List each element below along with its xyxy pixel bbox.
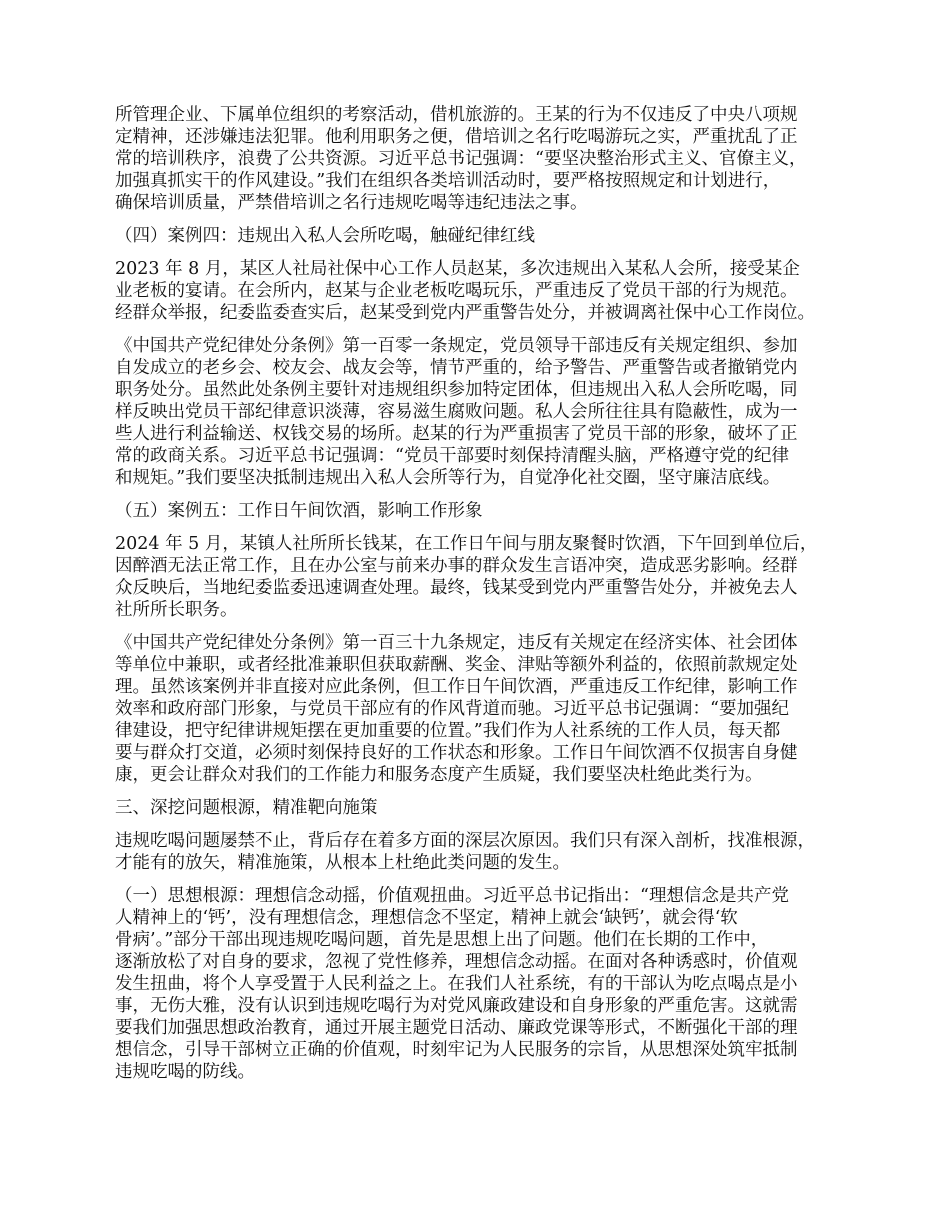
text-line: 2023 年 8 月，某区人社局社保中心工作人员赵某，多次违规出入某私人会所，接受某企 — [115, 259, 800, 279]
text-line: 才能有的放矢，精准施策，从根本上杜绝此类问题的发生。 — [115, 853, 570, 873]
text-line: 康，更会让群众对我们的工作能力和服务态度产生质疑，我们要坚决杜绝此类行为。 — [115, 765, 763, 785]
text-line: 人精神上的‘钙’，没有理想信念，理想信念不坚定，精神上就会‘缺钙’，就会得‘软 — [115, 908, 738, 928]
text-line: 常的政商关系。习近平总书记强调：“党员干部要时刻保持清醒头脑，严格遵守党的纪律 — [115, 446, 789, 466]
text-line: 经群众举报，纪委监委查实后，赵某受到党内严重警告处分，并被调离社保中心工作岗位。 — [115, 303, 815, 323]
text-line: 些人进行利益输送、权钱交易的场所。赵某的行为严重损害了党员干部的形象，破坏了正 — [115, 424, 798, 444]
document-page — [115, 104, 840, 1094]
text-line: 样反映出党员干部纪律意识淡薄，容易滋生腐败问题。私人会所往往具有隐蔽性，成为一 — [115, 402, 798, 422]
text-line: 事，无伤大雅，没有认识到违规吃喝行为对党风廉政建设和自身形象的严重危害。这就需 — [115, 996, 798, 1016]
body-paragraph — [115, 885, 840, 1083]
body-paragraph — [115, 830, 840, 874]
text-line: 等单位中兼职，或者经批准兼职但获取薪酬、奖金、津贴等额外利益的，依照前款规定处 — [115, 655, 798, 675]
text-line: 职务处分。虽然此处条例主要针对违规组织参加特定团体，但违规出入私人会所吃喝，同 — [115, 380, 798, 400]
text-line: 2024 年 5 月，某镇人社所所长钱某，在工作日午间与朋友聚餐时饮酒，下午回到单位后， — [115, 534, 818, 554]
text-line: 《中国共产党纪律处分条例》第一百三十九条规定，违反有关规定在经济实体、社会团体 — [115, 633, 798, 653]
section-heading — [115, 500, 840, 522]
text-line: （五）案例五：工作日午间饮酒，影响工作形象 — [115, 501, 483, 521]
text-line: 想信念，引导干部树立正确的价值观，时刻牢记为人民服务的宗旨，从思想深处筑牢抵制 — [115, 1040, 798, 1060]
text-line: 众反映后，当地纪委监委迅速调查处理。最终，钱某受到党内严重警告处分，并被免去人 — [115, 578, 798, 598]
text-line: 和规矩。”我们要坚决抵制违规出入私人会所等行为，自觉净化社交圈，坚守廉洁底线。 — [115, 468, 781, 488]
body-paragraph — [115, 335, 840, 489]
text-line: 骨病’。”部分干部出现违规吃喝问题，首先是思想上出了问题。他们在长期的工作中， — [115, 930, 769, 950]
text-line: 常的培训秩序，浪费了公共资源。习近平总书记强调：“要坚决整治形式主义、官僚主义， — [115, 149, 807, 169]
text-line: （四）案例四：违规出入私人会所吃喝，触碰纪律红线 — [115, 226, 535, 246]
text-line: 要与群众打交道，必须时刻保持良好的工作状态和形象。工作日午间饮酒不仅损害自身健 — [115, 743, 798, 763]
body-paragraph — [115, 632, 840, 786]
body-paragraph — [115, 533, 840, 621]
body-paragraph — [115, 104, 840, 214]
text-line: 《中国共产党纪律处分条例》第一百零一条规定，党员领导干部违反有关规定组织、参加 — [115, 336, 798, 356]
section-heading — [115, 225, 840, 247]
text-line: 确保培训质量，严禁借培训之名行违规吃喝等违纪违法之事。 — [115, 193, 588, 213]
section-heading — [115, 797, 840, 819]
text-line: 所管理企业、下属单位组织的考察活动，借机旅游的。王某的行为不仅违反了中央八项规 — [115, 105, 798, 125]
text-line: 定精神，还涉嫌违法犯罪。他利用职务之便，借培训之名行吃喝游玩之实，严重扰乱了正 — [115, 127, 798, 147]
text-line: 效率和政府部门形象，与党员干部应有的作风背道而驰。习近平总书记强调：“要加强纪 — [115, 699, 789, 719]
text-line: （一）思想根源：理想信念动摇，价值观扭曲。习近平总书记指出：“理想信念是共产党 — [115, 886, 789, 906]
text-line: 自发成立的老乡会、校友会、战友会等，情节严重的，给予警告、严重警告或者撤销党内 — [115, 358, 798, 378]
text-line: 律建设，把守纪律讲规矩摆在更加重要的位置。”我们作为人社系统的工作人员，每天都 — [115, 721, 781, 741]
text-line: 要我们加强思想政治教育，通过开展主题党日活动、廉政党课等形式，不断强化干部的理 — [115, 1018, 798, 1038]
text-line: 因醉酒无法正常工作，且在办公室与前来办事的群众发生言语冲突，造成恶劣影响。经群 — [115, 556, 798, 576]
text-line: 业老板的宴请。在会所内，赵某与企业老板吃喝玩乐，严重违反了党员干部的行为规范。 — [115, 281, 798, 301]
body-paragraph — [115, 258, 840, 324]
text-line: 逐渐放松了对自身的要求，忽视了党性修养，理想信念动摇。在面对各种诱惑时，价值观 — [115, 952, 798, 972]
text-line: 理。虽然该案例并非直接对应此条例，但工作日午间饮酒，严重违反工作纪律，影响工作 — [115, 677, 798, 697]
text-line: 发生扭曲，将个人享受置于人民利益之上。在我们人社系统，有的干部认为吃点喝点是小 — [115, 974, 798, 994]
text-line: 社所所长职务。 — [115, 600, 238, 620]
text-line: 违规吃喝的防线。 — [115, 1062, 255, 1082]
text-line: 违规吃喝问题屡禁不止，背后存在着多方面的深层次原因。我们只有深入剖析，找准根源， — [115, 831, 815, 851]
text-line: 三、深挖问题根源，精准靶向施策 — [115, 798, 378, 818]
text-line: 加强真抓实干的作风建设。”我们在组织各类培训活动时，要严格按照规定和计划进行， — [115, 171, 781, 191]
